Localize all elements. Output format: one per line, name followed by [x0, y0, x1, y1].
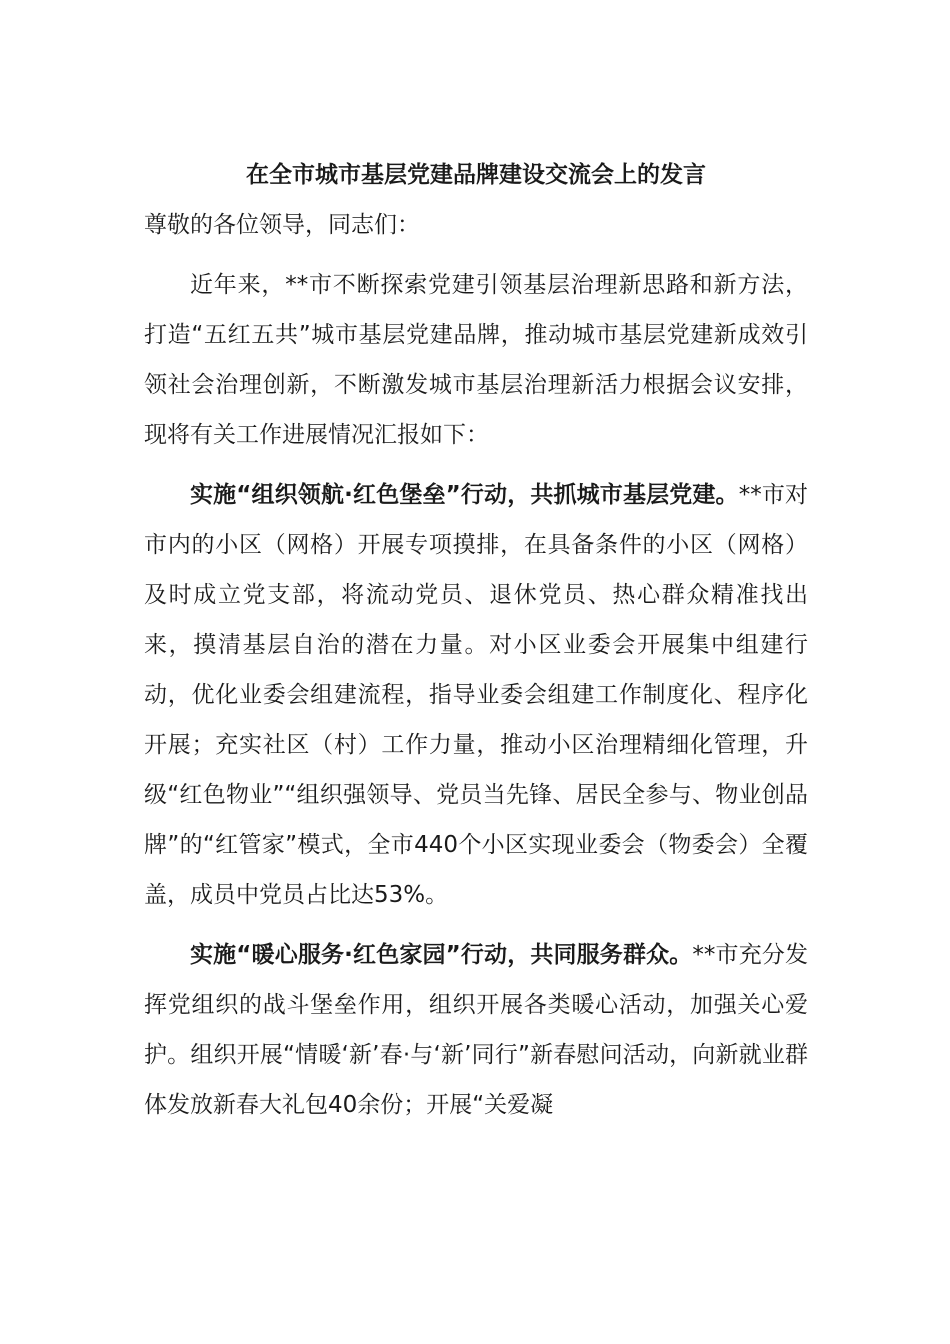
paragraph-organization: [144, 470, 808, 920]
paragraph-service: [144, 930, 808, 1130]
paragraph-text: **市充分发挥党组织的战斗堡垒作用，组织开展各类暖心活动，加强关心爱护。组织开展“情暖‘新’春·与‘新’同行”新春慰问活动，向新就业群体发放新春大礼包40余份；开展“关爱凝: [144, 942, 808, 1118]
document-title: 在全市城市基层党建品牌建设交流会上的发言: [246, 162, 706, 188]
paragraph-lead: 实施“暖心服务·红色家园”行动，共同服务群众。: [190, 942, 693, 968]
salutation: 尊敬的各位领导，同志们：: [144, 212, 420, 238]
paragraph-intro: [144, 260, 808, 460]
paragraph-text: 近年来，**市不断探索党建引领基层治理新思路和新方法，打造“五红五共”城市基层党建品牌，推动城市基层党建新成效引领社会治理创新，不断激发城市基层治理新活力根据会议安排，现将有关工作进展情况汇报如下：: [144, 272, 808, 448]
paragraph-text: **市对市内的小区（网格）开展专项摸排，在具备条件的小区（网格）及时成立党支部，将流动党员、退休党员、热心群众精准找出来，摸清基层自治的潜在力量。对小区业委会开展集中组建行动，优化业委会组建流程，指导业委会组建工作制度化、程序化开展；充实社区（村）工作力量，推动小区治理精细化管理，升级“红色物业”“组织强领导、党员当先锋、居民全参与、物业创品牌”的“红管家”模式，全市440个小区实现业委会（物委会）全覆盖，成员中党员占比达53%。: [144, 482, 808, 908]
paragraph-lead: 实施“组织领航·红色堡垒”行动，共抓城市基层党建。: [190, 482, 739, 508]
document-body: [144, 150, 808, 1130]
